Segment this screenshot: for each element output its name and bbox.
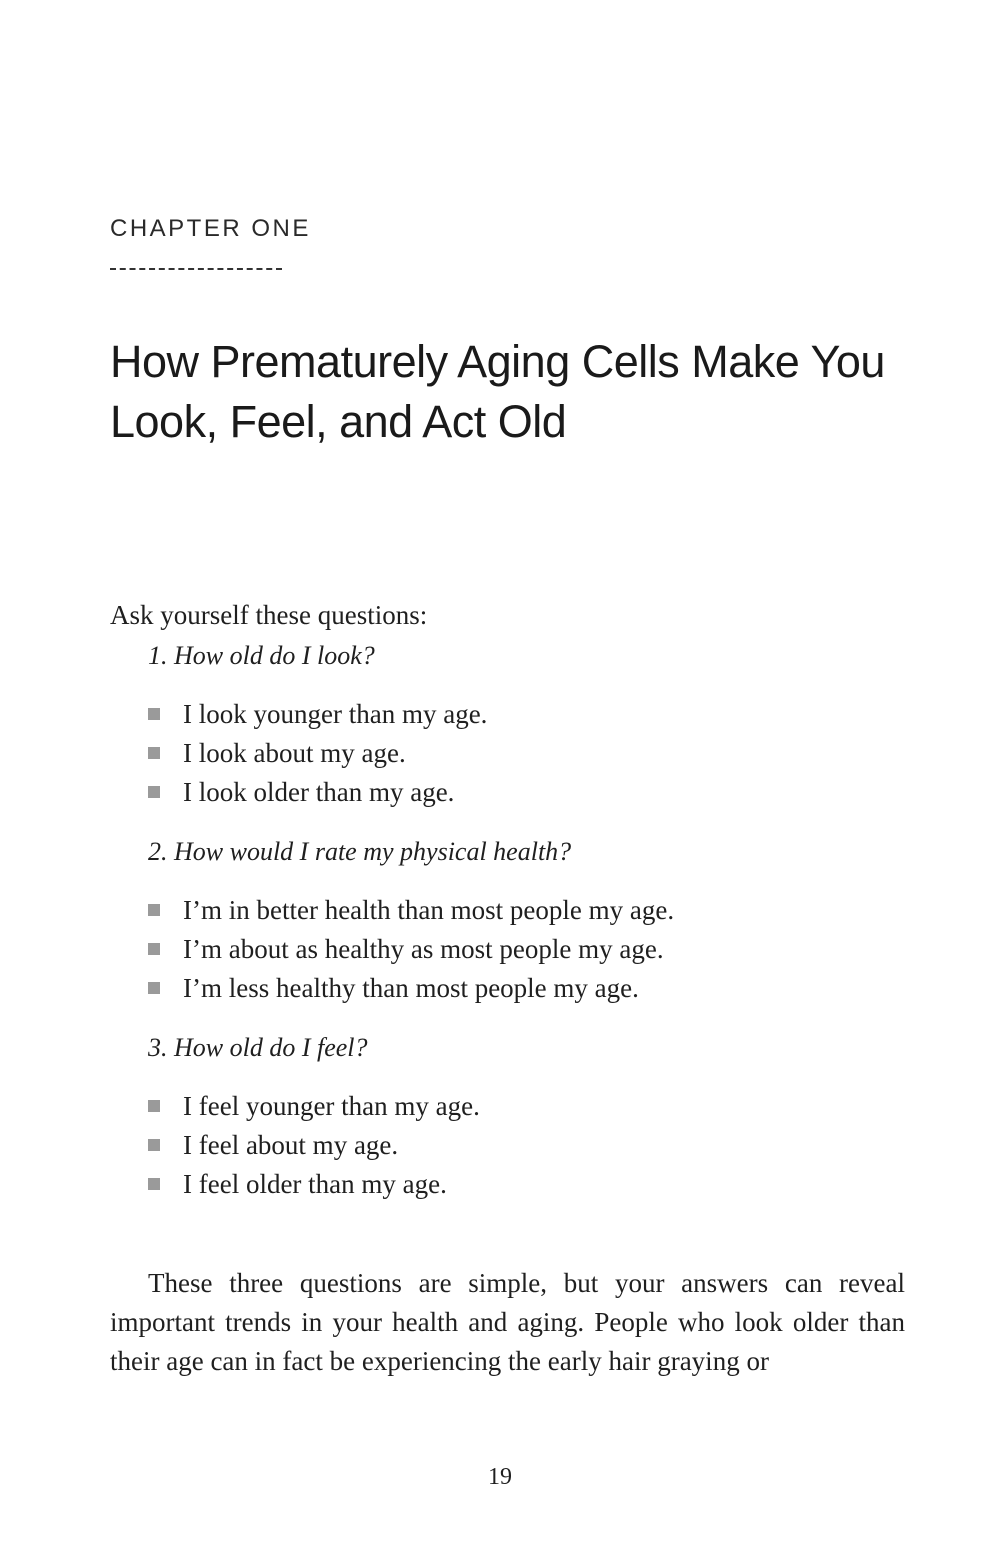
option-text: I’m in better health than most people my age.	[183, 895, 675, 925]
chapter-label: CHAPTER ONE	[110, 215, 311, 242]
page-number: 19	[488, 1464, 512, 1490]
option-text: I feel about my age.	[183, 1130, 399, 1160]
question-2: 2. How would I rate my physical health?	[148, 837, 572, 866]
option-text: I’m less healthy than most people my age.	[183, 973, 639, 1003]
chapter-title	[110, 332, 930, 452]
chapter-title-line-1: How Prematurely Aging Cells Make You	[110, 336, 885, 387]
square-bullet-icon	[148, 786, 160, 798]
list-item	[148, 695, 487, 734]
square-bullet-icon	[148, 747, 160, 759]
list-item	[148, 773, 487, 812]
list-item	[148, 734, 487, 773]
option-text: I feel older than my age.	[183, 1169, 447, 1199]
square-bullet-icon	[148, 1100, 160, 1112]
square-bullet-icon	[148, 1139, 160, 1151]
list-item	[148, 1087, 480, 1126]
square-bullet-icon	[148, 982, 160, 994]
list-item	[148, 1126, 480, 1165]
body-paragraph: These three questions are simple, but your answers can reveal important trends in your health and aging. People who look older than their age can in fact be experiencing the early hair graying or	[110, 1268, 905, 1376]
list-item	[148, 969, 674, 1008]
chapter-title-line-2: Look, Feel, and Act Old	[110, 396, 567, 447]
square-bullet-icon	[148, 1178, 160, 1190]
square-bullet-icon	[148, 904, 160, 916]
list-item	[148, 891, 674, 930]
option-text: I’m about as healthy as most people my age.	[183, 934, 664, 964]
square-bullet-icon	[148, 943, 160, 955]
question-3: 3. How old do I feel?	[148, 1033, 368, 1062]
question-1-options	[148, 695, 487, 812]
option-text: I look younger than my age.	[183, 699, 488, 729]
question-3-options	[148, 1087, 480, 1204]
list-item	[148, 1165, 480, 1204]
option-text: I feel younger than my age.	[183, 1091, 480, 1121]
intro-text: Ask yourself these questions:	[110, 600, 428, 630]
chapter-divider	[110, 268, 282, 270]
square-bullet-icon	[148, 708, 160, 720]
option-text: I look about my age.	[183, 738, 406, 768]
option-text: I look older than my age.	[183, 777, 455, 807]
question-2-options	[148, 891, 674, 1008]
list-item	[148, 930, 674, 969]
question-1: 1. How old do I look?	[148, 641, 375, 670]
